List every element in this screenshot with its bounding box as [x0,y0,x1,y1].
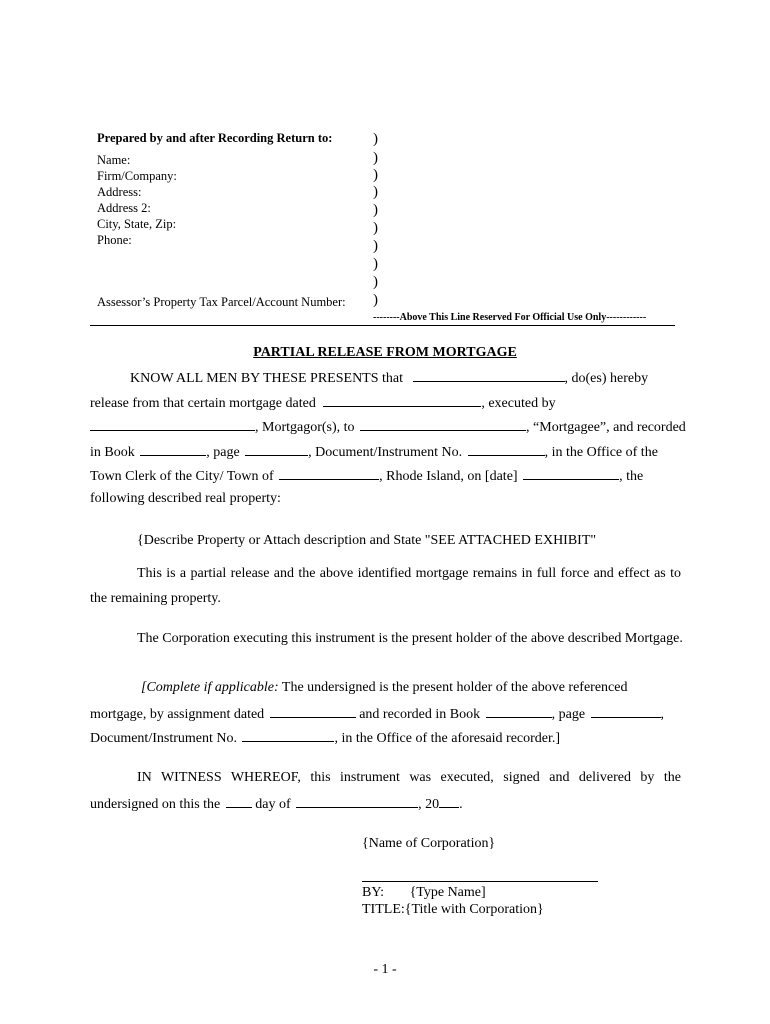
assignment-page-blank[interactable] [591,705,661,718]
mortgagee-recorded-text: , “Mortgagee”, and recorded [526,420,686,435]
mortgagee-blank[interactable] [360,418,526,431]
title-value: {Title with Corporation} [404,902,544,917]
assignment-line-3 [90,729,560,747]
title-label: TITLE: [362,902,405,917]
assignment-dated-text: mortgage, by assignment dated [90,707,265,722]
complete-if-applicable-text: [Complete if applicable: [141,680,279,695]
in-book-text: in Book [90,445,135,460]
prepared-by-heading: Prepared by and after Recording Return to: [97,131,333,145]
mortgagor-to-text: , Mortgagor(s), to [255,420,355,435]
paren-mark: ) [373,220,378,236]
does-hereby-text: , do(es) hereby [564,371,649,386]
book-blank[interactable] [140,443,206,456]
assignment-date-blank[interactable] [270,705,356,718]
record-date-blank[interactable] [523,467,619,480]
document-title [0,345,770,361]
the-text: , the [619,469,644,484]
by-label: BY: [362,885,385,900]
phone-field-label: Phone: [97,233,132,247]
paren-mark: ) [373,150,378,166]
assignment-page-text: , page [551,707,586,722]
name-field-label: Name: [97,153,131,167]
by-line [362,885,486,901]
partial-release-line-1: This is a partial release and the above identified mortgage remains in full force and effect as to [137,566,681,581]
firm-field-label: Firm/Company: [97,169,177,183]
page-text: , page [206,445,240,460]
page-blank[interactable] [245,443,308,456]
releasor-blank[interactable] [413,369,565,382]
signature-line[interactable] [362,881,598,882]
assignment-document-no-blank[interactable] [242,729,334,742]
town-clerk-text: Town Clerk of the City/ Town of [90,469,274,484]
witness-line-2 [90,795,463,813]
aforesaid-recorder-text: , in the Office of the aforesaid recorder.] [334,731,561,746]
year-blank[interactable] [439,795,459,808]
office-of-text: , in the Office of the [544,445,658,460]
town-clerk-line [90,467,643,485]
paren-mark: ) [373,274,378,290]
header-divider [90,325,675,326]
executed-by-text: , executed by [481,396,556,411]
book-page-line [90,443,658,461]
undersigned-on-text: undersigned on this the [90,797,221,812]
address-field-label: Address: [97,185,142,199]
paren-mark: ) [373,184,378,200]
assignment-book-blank[interactable] [486,705,552,718]
witness-line-1: IN WITNESS WHEREOF, this instrument was executed, signed and delivered by the [137,770,681,785]
city-state-zip-field-label: City, State, Zip: [97,217,177,231]
parcel-field-label: Assessor’s Property Tax Parcel/Account Number: [97,295,346,309]
paren-mark: ) [373,131,378,147]
mortgage-date-blank[interactable] [323,394,481,407]
undersigned-holder-text: The undersigned is the present holder of the above referenced [281,680,628,695]
corporation-name: {Name of Corporation} [362,836,496,851]
describe-property-line: {Describe Property or Attach description and State "SEE ATTACHED EXHIBIT" [137,533,597,548]
mortgagor-blank[interactable] [90,418,255,431]
rhode-island-date-text: , Rhode Island, on [date] [379,469,518,484]
by-value: {Type Name] [409,885,486,900]
paren-mark: ) [373,238,378,254]
paren-mark: ) [373,256,378,272]
reserved-use-line: --------Above This Line Reserved For Official Use Only------------ [373,312,647,323]
address2-field-label: Address 2: [97,201,151,215]
document-title-text: PARTIAL RELEASE FROM MORTGAGE [253,345,517,360]
paren-mark: ) [373,292,378,308]
know-all-men-line [130,369,648,387]
recorded-in-book-text: and recorded in Book [359,707,481,722]
partial-release-line-2: the remaining property. [90,591,221,606]
paren-mark: ) [373,202,378,218]
year-prefix-text: , 20 [418,797,440,812]
title-line [362,902,544,918]
know-all-men-text: KNOW ALL MEN BY THESE PRESENTS that [130,371,404,386]
assignment-document-no-text: Document/Instrument No. [90,731,237,746]
period-text: . [459,797,463,812]
following-described-line: following described real property: [90,491,281,506]
document-no-blank[interactable] [468,443,545,456]
month-blank[interactable] [296,795,418,808]
comma-text: , [660,707,665,722]
day-of-text: day of [255,797,291,812]
mortgage-dated-line [90,394,556,412]
town-blank[interactable] [279,467,379,480]
paren-mark: ) [373,167,378,183]
assignment-line-1 [141,680,627,696]
corporation-holder-line: The Corporation executing this instrument is the present holder of the above described Mortgage. [137,631,683,646]
release-text: release from that certain mortgage dated [90,396,316,411]
assignment-line-2 [90,705,664,723]
day-blank[interactable] [226,795,252,808]
page-number: - 1 - [373,962,397,977]
document-no-text: , Document/Instrument No. [308,445,463,460]
mortgagor-line [90,418,686,436]
